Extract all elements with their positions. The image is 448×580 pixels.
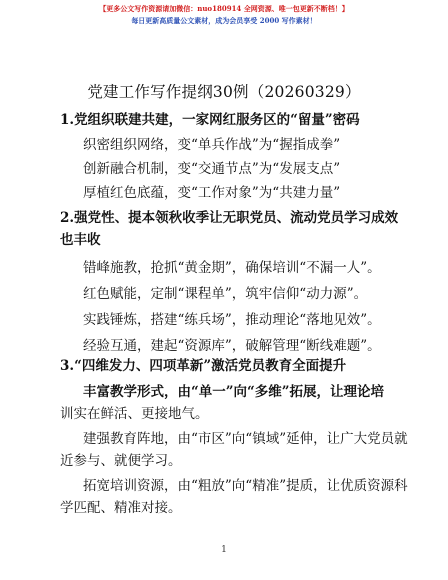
section-3-para-2-cont: 近参与、就便学习。	[60, 453, 182, 469]
section-1-item: 创新融合机制，变“交通节点”为“发展支点”	[83, 161, 341, 177]
promo-banner	[0, 3, 448, 27]
section-3-para-1-cont: 训实在鲜活、更接地气。	[60, 406, 209, 422]
section-2-heading-cont: 也丰收	[60, 232, 101, 248]
page-number: 1	[221, 545, 227, 555]
section-3-para-3: 拓宽培训资源，由“粗放”向“精准”提质，让优质资源科	[83, 478, 408, 494]
promo-line-1: 【更多公文写作资源请加微信：nuo180914 全网资源、唯一包更新不断档！】	[99, 4, 349, 13]
section-1-item: 织密组织网络，变“单兵作战”为“握指成拳”	[83, 137, 341, 153]
promo-line-2: 每日更新高质量公文素材，成为会员享受 2000 写作素材！	[131, 16, 317, 25]
section-2-item: 实践锤炼，搭建“练兵场”，推动理论“落地见效”。	[83, 312, 381, 328]
para-1-lead: 丰富教学形式，由“单一”向“多维”拓展，让理论培	[83, 384, 385, 400]
section-1-item: 厚植红色底蕴，变“工作对象”为“共建力量”	[83, 185, 341, 201]
section-1-heading: 1.党组织联建共建，一家网红服务区的“留量”密码	[60, 112, 360, 128]
document-title: 党建工作写作提纲30例（20260329）	[87, 83, 361, 101]
section-3-para-2: 建强教育阵地，由“市区”向“镇域”延伸，让广大党员就	[83, 431, 408, 447]
section-2-item: 红色赋能，定制“课程单”，筑牢信仰“动力源”。	[83, 286, 368, 302]
section-2-item: 错峰施教，抢抓“黄金期”，确保培训“不漏一人”。	[83, 260, 381, 276]
section-3-para-1	[83, 381, 415, 403]
section-2-heading: 2.强党性、提本领秋收季让无职党员、流动党员学习成效	[60, 210, 399, 226]
section-2-item: 经验互通，建起“资源库”，破解管理“断线难题”。	[83, 338, 381, 354]
section-3-heading: 3.“四维发力、四项革新”激活党员教育全面提升	[60, 358, 347, 374]
section-3-para-3-cont: 学匹配、精准对接。	[60, 500, 182, 516]
